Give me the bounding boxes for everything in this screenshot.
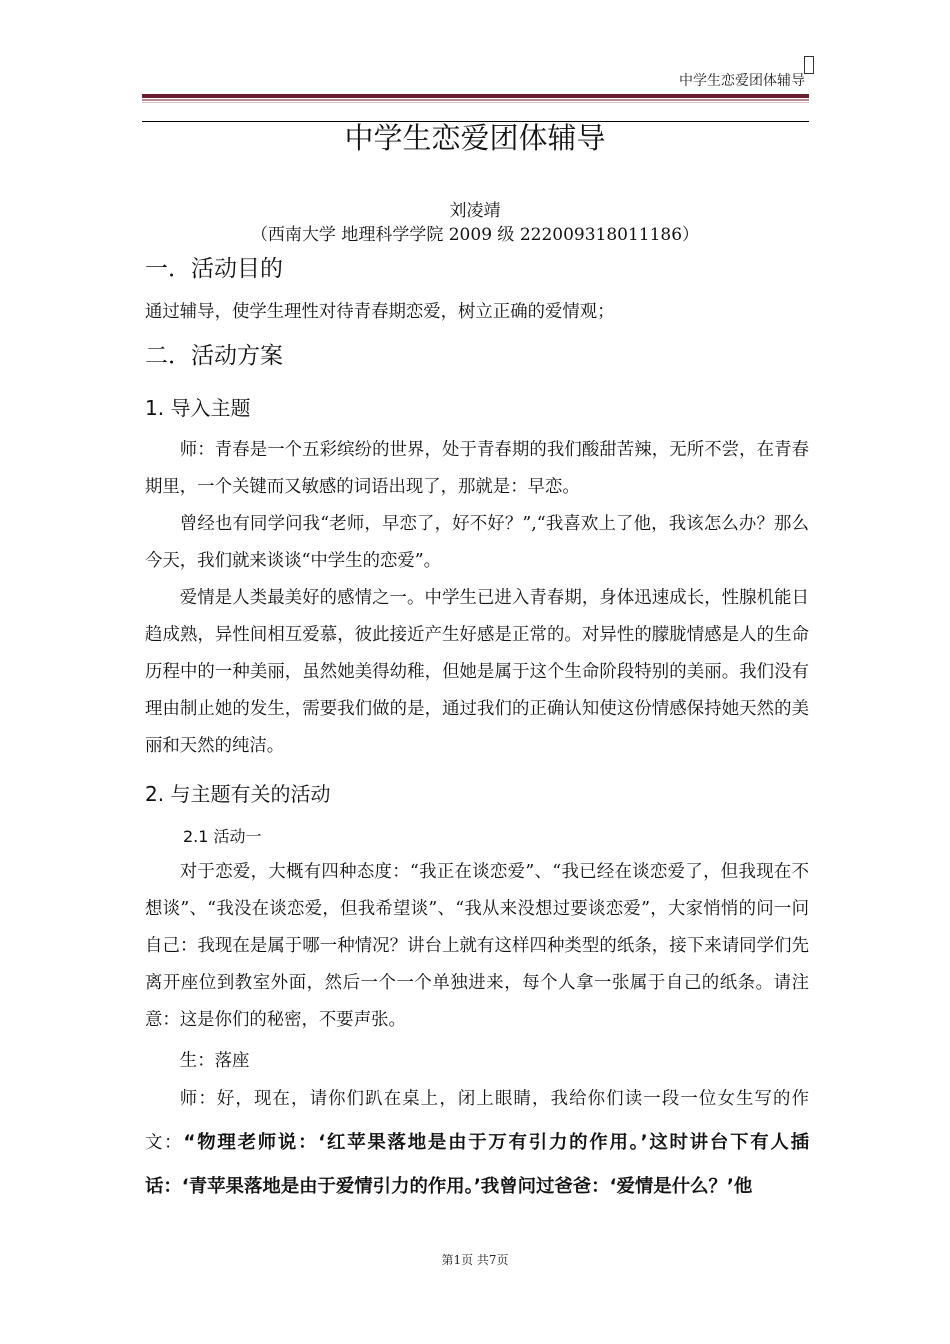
subsection-heading-activity-1: 2.1 活动一 (183, 827, 262, 846)
intro-paragraph-1: 师：青春是一个五彩缤纷的世界，处于青春期的我们酸甜苦辣，无所不尝，在青春期里，一个关键而又敏感的词语出现了，那就是：早恋。 (145, 440, 809, 497)
document-title: 中学生恋爱团体辅导 (344, 121, 606, 155)
activity-1-paragraph: 对于恋爱，大概有四种态度：“我正在谈恋爱”、“我已经在谈恋爱了，但我现在不想谈”、“我没在谈恋爱，但我希望谈”、“我从来没想过要谈恋爱”，大家悄悄的问一问自己：我现在是属于哪一种情况？讲台上就有这样四种类型的纸条，接下来请同学们先离开座位到教室外面，然后一个一个单独进来，每个人拿一张属于自己的纸条。请注意：这是你们的秘密，不要声张。 (145, 862, 809, 1030)
running-header: 中学生恋爱团体辅导 (679, 73, 805, 89)
intro-paragraph-2: 曾经也有同学问我“老师，早恋了，好不好？”,“我喜欢上了他，我该怎么办？那么今天，我们就来谈谈“中学生的恋爱”。 (145, 514, 809, 571)
subsection-heading-intro: 1. 导入主题 (145, 396, 251, 420)
header-rule-shadow (142, 102, 809, 103)
intro-paragraph-3: 爱情是人类最美好的感情之一。中学生已进入青春期，身体迅速成长，性腺机能日趋成熟，异性间相互爱慕，彼此接近产生好感是正常的。对异性的朦胧情感是人的生命历程中的一种美丽，虽然她美得幼稚，但她是属于这个生命阶段特别的美丽。我们没有理由制止她的发生，需要我们做的是，通过我们的正确认知使这份情感保持她天然的美丽和天然的纯洁。 (145, 588, 809, 756)
purpose-paragraph: 通过辅导，使学生理性对待青春期恋爱，树立正确的爱情观； (145, 302, 615, 322)
subsection-heading-activities: 2. 与主题有关的活动 (145, 782, 331, 806)
page-number: 第1页 共7页 (441, 1253, 509, 1267)
teacher-reading-lead: 师：好，现在，请你们趴在桌上，闭上眼睛，我给你们读一段一位女生写的作文： (145, 1089, 809, 1153)
author-affiliation: （西南大学 地理科学学院 2009 级 222009318011186） (250, 225, 700, 245)
author-name: 刘凌靖 (449, 201, 501, 221)
teacher-reading-paragraph (145, 1077, 809, 1209)
section-heading-purpose: 一．活动目的 (145, 256, 283, 282)
essay-quote: “物理老师说：‘红苹果落地是由于万有引力的作用。’这时讲台下有人插话：‘青苹果落地是由于爱情引力的作用。’我曾问过爸爸：‘爱情是什么？’他 (145, 1132, 809, 1197)
header-rule-accent (142, 99, 809, 101)
header-rule (142, 94, 809, 98)
header-marker-icon (804, 56, 814, 74)
section-heading-plan: 二．活动方案 (145, 343, 283, 369)
student-action-line: 生：落座 (179, 1051, 250, 1071)
